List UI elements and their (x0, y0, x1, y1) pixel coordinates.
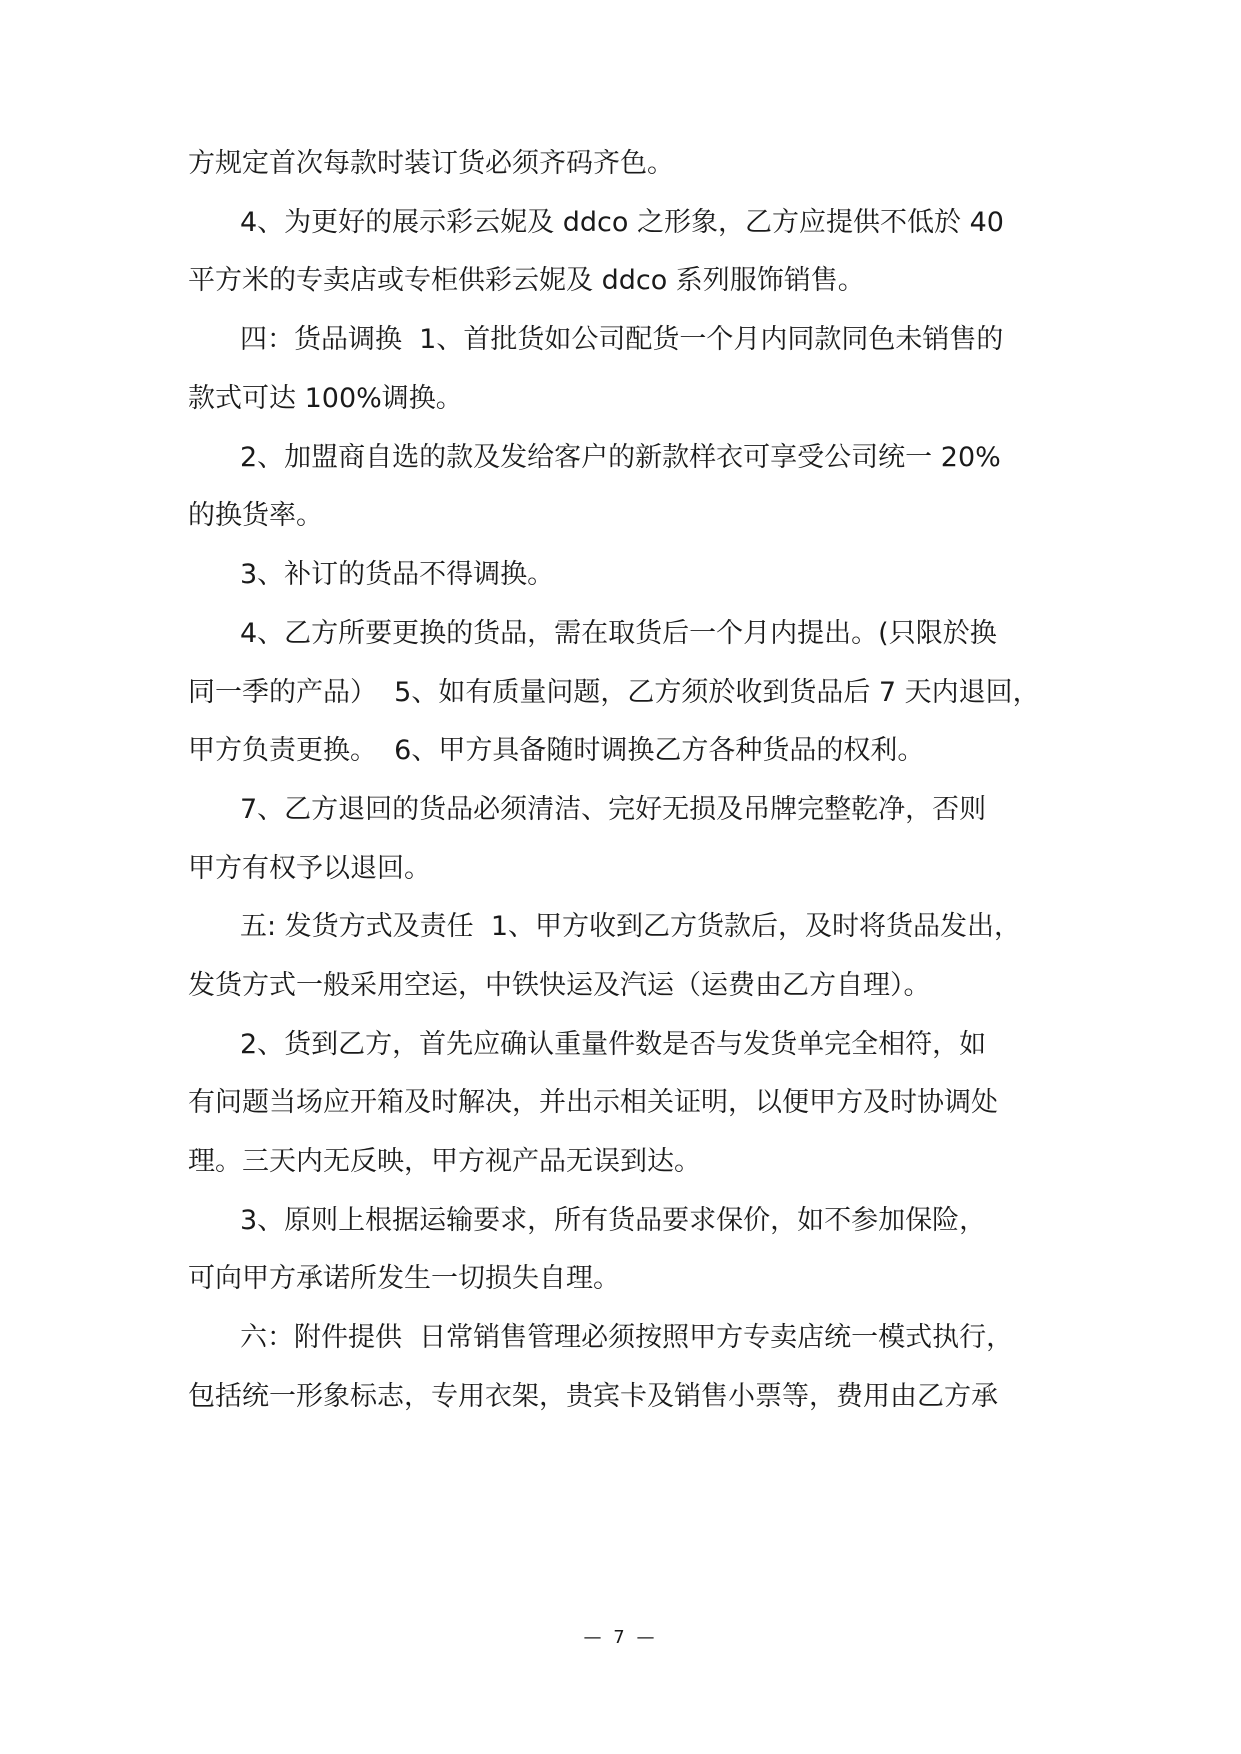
text-line: 的换货率。 (188, 500, 323, 531)
text-line: 甲方有权予以退回。 (188, 853, 431, 884)
text-line: 7、乙方退回的货品必须清洁、完好无损及吊牌完整乾净，否则 (240, 794, 987, 825)
text-line: 可向甲方承诺所发生一切损失自理。 (188, 1263, 620, 1294)
text-line: 4、为更好的展示彩云妮及 ddco 之形象，乙方应提供不低於 40 (240, 207, 1004, 238)
text-line: 3、原则上根据运输要求，所有货品要求保价，如不参加保险， (240, 1205, 987, 1236)
text-line: 2、货到乙方，首先应确认重量件数是否与发货单完全相符，如 (240, 1029, 987, 1060)
text-line: 同一季的产品） 5、如有质量问题，乙方须於收到货品后 7 天内退回， (188, 677, 1040, 708)
text-line: 平方米的专卖店或专柜供彩云妮及 ddco 系列服饰销售。 (188, 265, 865, 296)
text-line: 4、乙方所要更换的货品，需在取货后一个月内提出。(只限於换 (240, 618, 997, 649)
text-line: 2、加盟商自选的款及发给客户的新款样衣可享受公司统一 20% (240, 442, 1001, 473)
text-line: 五: 发货方式及责任 1、甲方收到乙方货款后，及时将货品发出， (240, 911, 1022, 942)
text-line: 四：货品调换 1、首批货如公司配货一个月内同款同色未销售的 (240, 324, 1004, 355)
text-line: 有问题当场应开箱及时解决，并出示相关证明，以便甲方及时协调处 (188, 1087, 998, 1118)
text-line: 发货方式一般采用空运，中铁快运及汽运（运费由乙方自理）。 (188, 970, 931, 1001)
text-line: 3、补订的货品不得调换。 (240, 559, 555, 590)
page-number: — 7 — (583, 1627, 658, 1648)
text-line: 甲方负责更换。 6、甲方具备随时调换乙方各种货品的权利。 (188, 735, 925, 766)
text-line: 理。三天内无反映，甲方视产品无误到达。 (188, 1146, 701, 1177)
text-line: 包括统一形象标志，专用衣架，贵宾卡及销售小票等，费用由乙方承 (188, 1381, 998, 1412)
text-line: 六：附件提供 日常销售管理必须按照甲方专卖店统一模式执行， (240, 1322, 1014, 1353)
text-line: 款式可达 100%调换。 (188, 383, 463, 414)
text-line: 方规定首次每款时装订货必须齐码齐色。 (188, 148, 674, 179)
